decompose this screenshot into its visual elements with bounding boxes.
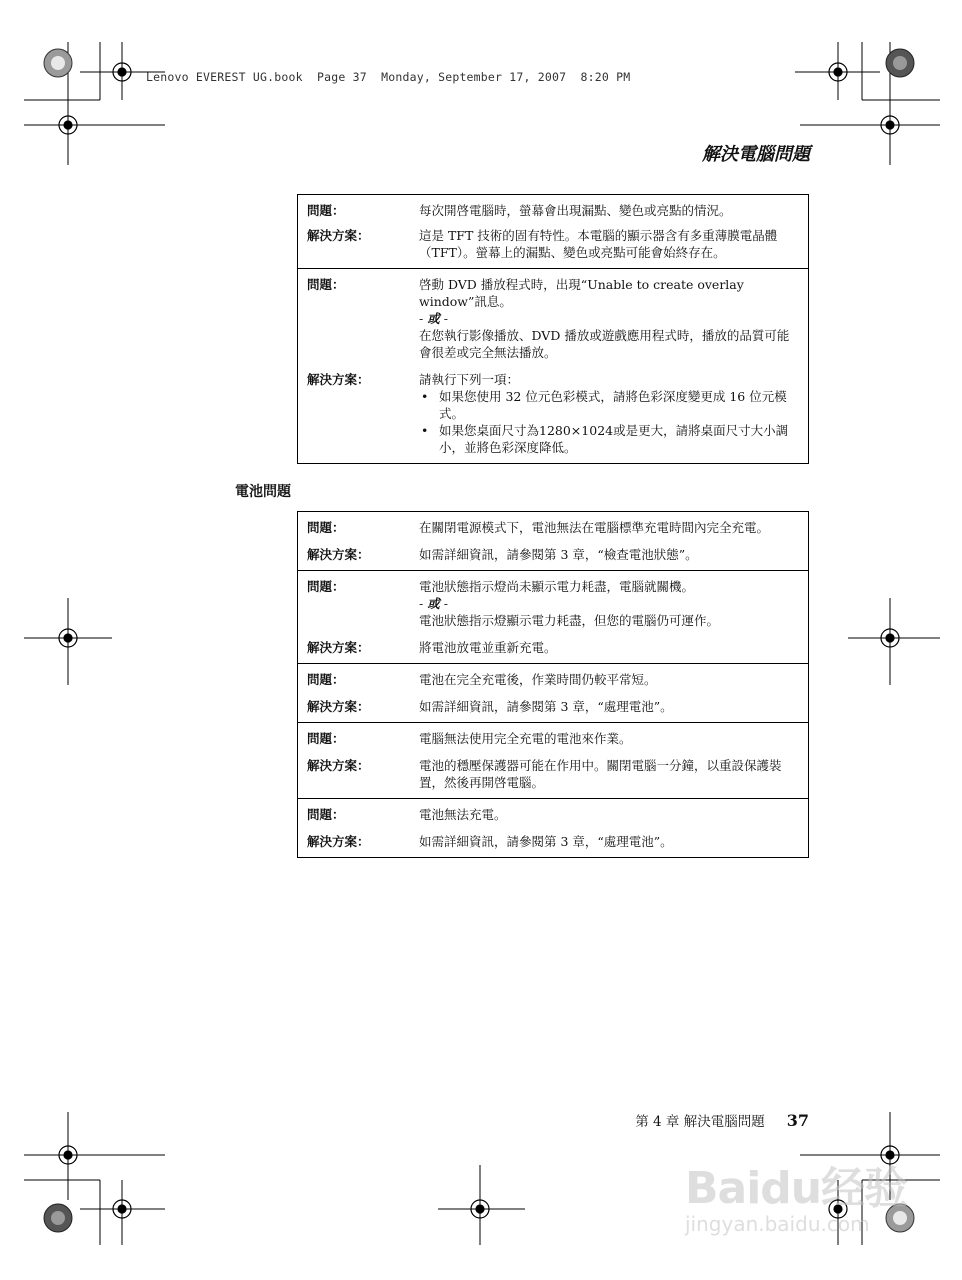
solution-label: 解決方案：: [307, 640, 370, 655]
problem-label: 問題：: [307, 277, 345, 292]
chapter-title: 第 4 章 解決電腦問題: [635, 1114, 765, 1130]
solution-row: [298, 639, 808, 656]
problem-label: 問題：: [307, 807, 345, 822]
problem-row: [298, 276, 808, 361]
problem-text: 電池無法充電。: [419, 807, 507, 822]
problem-text-part: 電池狀態指示燈尚未顯示電力耗盡，電腦就關機。: [419, 579, 695, 594]
solution-text: 如需詳細資訊，請參閱第 3 章，“處理電池”。: [419, 699, 673, 714]
problem-label: 問題：: [307, 672, 345, 687]
solution-text: 這是 TFT 技術的固有特性。本電腦的顯示器含有多重薄膜電晶體（TFT）。螢幕上的漏點、變色或亮點可能會始終存在。: [419, 228, 778, 260]
problem-row: [298, 806, 808, 823]
solution-text: 將電池放電並重新充電。: [419, 640, 557, 655]
problem-text-part: 電池狀態指示燈顯示電力耗盡，但您的電腦仍可運作。: [419, 613, 720, 628]
problem-text: 電腦無法使用完全充電的電池來作業。: [419, 731, 632, 746]
page-footer: [635, 1110, 809, 1130]
problem-text: 在關閉電源模式下，電池無法在電腦標準充電時間內完全充電。: [419, 520, 770, 535]
qa-group: [298, 722, 808, 798]
problem-row: [298, 730, 808, 747]
problem-row: [298, 578, 808, 629]
solution-text: 如需詳細資訊，請參閱第 3 章，“處理電池”。: [419, 834, 673, 849]
baidu-watermark: [685, 1150, 915, 1245]
battery-problems-table: [297, 511, 809, 858]
running-head: 解決電腦問題: [702, 144, 810, 165]
problem-row: [298, 519, 808, 536]
or-separator: - 或 -: [419, 311, 448, 326]
problem-text-part: 在您執行影像播放、DVD 播放或遊戲應用程式時，播放的品質可能會很差或完全無法播放。: [419, 328, 790, 360]
solution-label: 解決方案：: [307, 834, 370, 849]
display-problems-table: [297, 194, 809, 464]
solution-label: 解決方案：: [307, 758, 370, 773]
page-number: 37: [786, 1111, 809, 1130]
problem-label: 問題：: [307, 731, 345, 746]
list-item: • 如果您使用 32 位元色彩模式，請將色彩深度變更成 16 位元模式。: [421, 389, 787, 421]
qa-group: [298, 570, 808, 663]
qa-group: [298, 195, 808, 268]
solution-label: 解決方案：: [307, 372, 370, 387]
solution-text: 電池的穩壓保護器可能在作用中。關閉電腦一分鐘，以重設保護裝置，然後再開啓電腦。: [419, 758, 782, 790]
solution-row: [298, 757, 808, 791]
problem-label: 問題：: [307, 579, 345, 594]
problem-text: 電池在完全充電後，作業時間仍較平常短。: [419, 672, 657, 687]
qa-group: [298, 512, 808, 570]
solution-row: [298, 833, 808, 850]
problem-row: [298, 671, 808, 688]
qa-group: [298, 268, 808, 463]
qa-group: [298, 798, 808, 857]
problem-text: [419, 578, 808, 629]
problem-label: 問題：: [307, 520, 345, 535]
problem-row: [298, 202, 808, 219]
solution-label: 解決方案：: [307, 228, 370, 243]
solution-text: [419, 371, 808, 456]
solution-bullet-list: [419, 388, 800, 456]
solution-row: [298, 371, 808, 456]
solution-row: [298, 698, 808, 715]
problem-label: 問題：: [307, 203, 345, 218]
solution-label: 解決方案：: [307, 699, 370, 714]
section-heading: 電池問題: [235, 484, 291, 500]
list-item: • 如果您桌面尺寸為1280×1024或是更大，請將桌面尺寸大小調小，並將色彩深度降低。: [421, 423, 789, 455]
print-header: Lenovo EVEREST UG.book Page 37 Monday, September 17, 2007 8:20 PM: [146, 70, 631, 84]
watermark-url: jingyan.baidu.com: [685, 1212, 870, 1236]
solution-row: [298, 546, 808, 563]
watermark-logo: Baidu经验: [685, 1163, 908, 1214]
solution-label: 解決方案：: [307, 547, 370, 562]
qa-group: [298, 663, 808, 722]
solution-text: 如需詳細資訊，請參閱第 3 章，“檢查電池狀態”。: [419, 547, 698, 562]
or-separator: - 或 -: [419, 596, 448, 611]
problem-text-part: 啓動 DVD 播放程式時，出現“Unable to create overlay window”訊息。: [419, 277, 744, 309]
solution-row: [298, 227, 808, 261]
solution-intro: 請執行下列一項：: [419, 372, 520, 387]
problem-text: 每次開啓電腦時，螢幕會出現漏點、變色或亮點的情況。: [419, 203, 732, 218]
problem-text: [419, 276, 808, 361]
